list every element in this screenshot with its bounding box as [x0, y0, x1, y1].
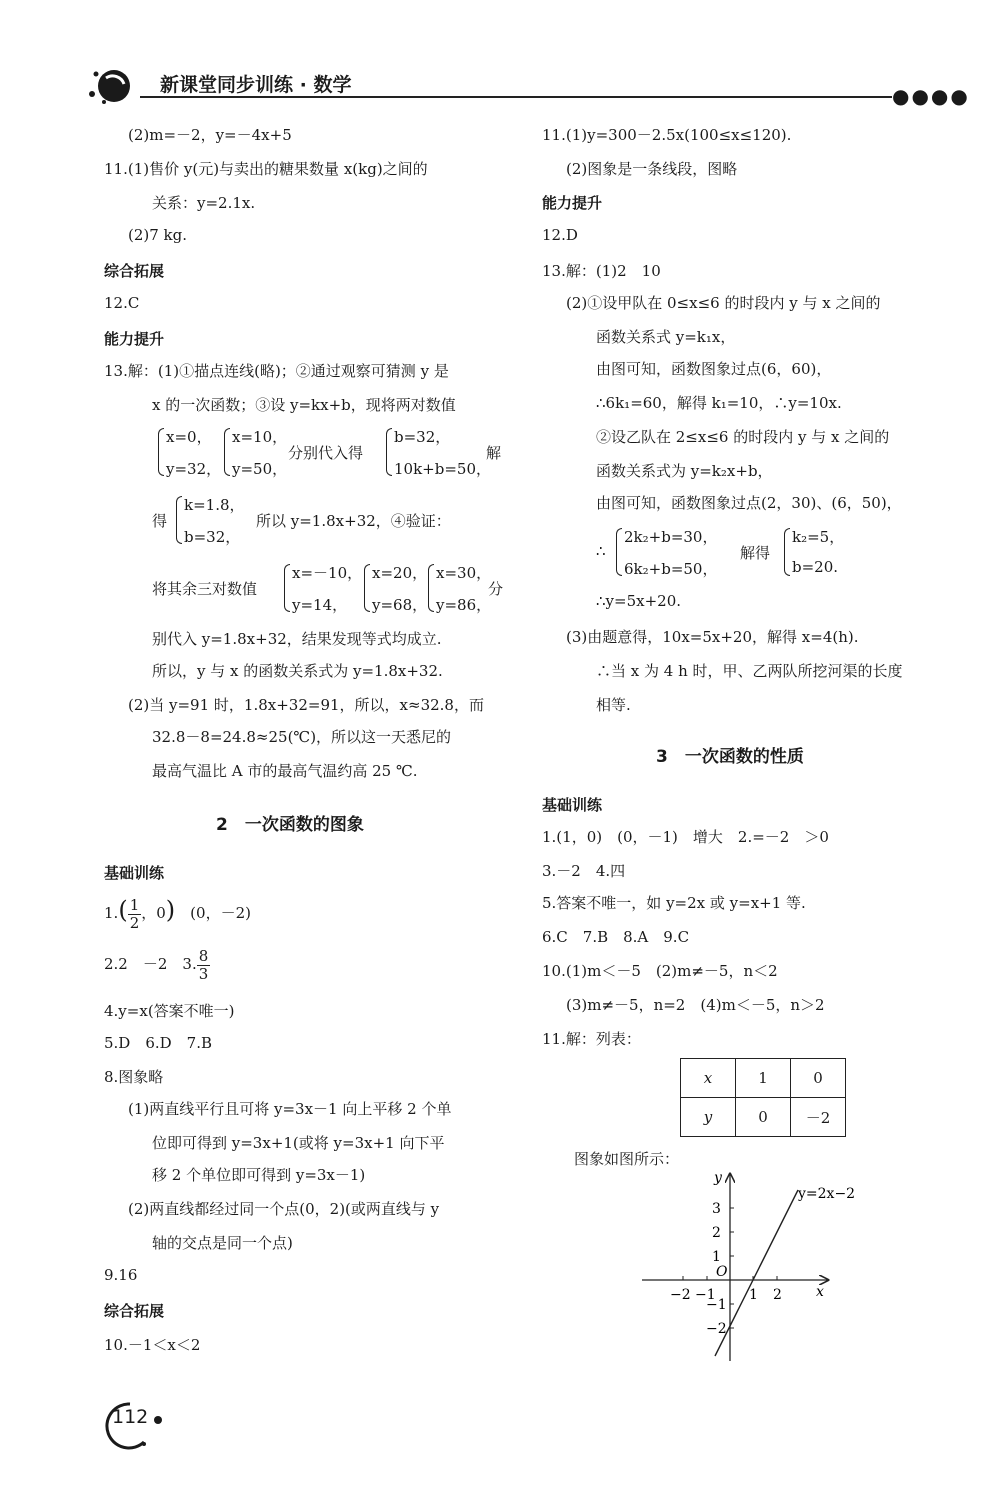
right-answer-1: 1.(1，0) (0，－1) 增大 2.=－2 ＞0	[542, 828, 829, 846]
table-cell: y	[681, 1098, 736, 1137]
section-title-3: 3 一次函数的性质	[656, 747, 804, 767]
system-eq: b=20.	[792, 558, 839, 576]
table-row	[681, 1098, 846, 1137]
brace	[784, 528, 790, 576]
y-tick-label: −2	[706, 1321, 727, 1337]
function-graph	[640, 1166, 860, 1366]
brace	[386, 428, 392, 476]
right-answer-5: 5.答案不唯一，如 y=2x 或 y=x+1 等.	[542, 894, 806, 912]
right-line-13: ∴y=5x+20.	[596, 592, 682, 610]
table-cell: 0	[791, 1059, 846, 1098]
right-line-5: (2)①设甲队在 0≤x≤6 的时段内 y 与 x 之间的	[566, 294, 881, 312]
answer-4: 4.y=x(答案不唯一)	[104, 1002, 235, 1020]
value-table	[680, 1058, 846, 1137]
system-eq: k=1.8，	[184, 496, 245, 514]
y-axis-label: y	[714, 1170, 722, 1186]
answer-9: 9.16	[104, 1266, 138, 1284]
answer-8e: 轴的交点是同一个点)	[152, 1234, 293, 1252]
section-heading-zonghe-2: 综合拓展	[104, 1302, 165, 1320]
system-eq: y=86，	[436, 596, 492, 614]
left-line-5a: 13.解：(1)①描点连线(略)；②通过观察可猜测 y 是	[104, 362, 449, 380]
right-line-16: 相等.	[596, 696, 631, 714]
y-tick-label: 1	[712, 1249, 721, 1265]
page-number: 112	[112, 1406, 149, 1428]
left-line-8: 别代入 y=1.8x+32，结果发现等式均成立.	[152, 630, 442, 648]
answer-8a: (1)两直线平行且可将 y=3x－1 向上平移 2 个单	[128, 1100, 452, 1118]
answer-2-3: 2.2 －2 3. $\frac{8}{3}$	[104, 947, 209, 983]
answer-8c: 移 2 个单位即可得到 y=3x－1)	[152, 1166, 366, 1184]
brace	[428, 564, 434, 612]
x-tick-label: 2	[773, 1287, 782, 1303]
left-line-4: 12.C	[104, 294, 140, 312]
left-line-12: 最高气温比 A 市的最高气温约高 25 ℃.	[152, 762, 418, 780]
left-line-11: 32.8－8=24.8≈25(℃)，所以这一天悉尼的	[152, 728, 452, 746]
section-heading-jichu-r: 基础训练	[542, 796, 603, 814]
right-line-12b: 解得	[740, 544, 771, 562]
answer-8d: (2)两直线都经过同一个点(0，2)(或两直线与 y	[128, 1200, 440, 1218]
left-line-5b: x 的一次函数；③设 y=kx+b，现将两对数值	[152, 396, 456, 414]
right-line-8: ∴6k₁=60，解得 k₁=10，∴y=10x.	[596, 394, 842, 412]
x-tick-label: −2	[670, 1287, 691, 1303]
right-line-7: 由图可知，函数图象过点(6，60)，	[596, 360, 832, 378]
right-line-9: ②设乙队在 2≤x≤6 的时段内 y 与 x 之间的	[596, 428, 890, 446]
right-answer-10b: (3)m≠－5，n=2 (4)m＜－5，n＞2	[566, 996, 825, 1014]
right-line-3: 12.D	[542, 226, 578, 244]
header-title: 新课堂同步训练 · 数学	[160, 74, 352, 96]
section-heading-nengli-r: 能力提升	[542, 194, 603, 212]
x-axis-label: x	[816, 1284, 824, 1300]
header-dots: ●●●●	[892, 84, 970, 108]
therefore-sign: ∴	[596, 542, 606, 560]
brace	[224, 428, 230, 476]
header-logo	[84, 64, 140, 110]
origin-label: O	[716, 1264, 728, 1280]
brace	[364, 564, 370, 612]
left-line-2b: 关系：y=2.1x.	[152, 194, 256, 212]
section-heading-nengli: 能力提升	[104, 330, 165, 348]
right-line-2: (2)图象是一条线段，图略	[566, 160, 738, 178]
answer-8b: 位即可得到 y=3x+1(或将 y=3x+1 向下平	[152, 1134, 445, 1152]
system-eq: y=14，	[292, 596, 348, 614]
right-line-6: 函数关系式 y=k₁x，	[596, 328, 736, 346]
left-line-7b: 分	[488, 580, 504, 598]
system-eq: x=20，	[372, 564, 428, 582]
brace	[176, 496, 182, 544]
system-eq: x=－10，	[292, 564, 363, 582]
right-answer-10a: 10.(1)m＜－5 (2)m≠－5，n＜2	[542, 962, 778, 980]
system-eq: 10k+b=50，	[394, 460, 492, 478]
x-tick-label: 1	[749, 1287, 758, 1303]
left-line-10: (2)当 y=91 时，1.8x+32=91，所以，x≈32.8，而	[128, 696, 484, 714]
brace	[284, 564, 290, 612]
brace	[616, 528, 622, 576]
table-row	[681, 1059, 846, 1098]
system-eq: x=30，	[436, 564, 492, 582]
section-heading-zonghe: 综合拓展	[104, 262, 165, 280]
left-line-1: (2)m=－2，y=－4x+5	[128, 126, 292, 144]
system-eq: k₂=5，	[792, 528, 845, 546]
left-line-5d: 解	[486, 444, 502, 462]
right-line-10: 函数关系式为 y=k₂x+b，	[596, 462, 773, 480]
system-eq: x=0，	[166, 428, 212, 446]
header-rule	[140, 96, 892, 98]
right-line-11: 由图可知，函数图象过点(2，30)、(6，50)，	[596, 494, 902, 512]
answer-1: 1.( $\frac{1}{2}$ ，0) (0，－2)	[104, 896, 251, 932]
left-line-6b: 所以 y=1.8x+32，④验证：	[256, 512, 451, 530]
answer-8: 8.图象略	[104, 1068, 164, 1086]
table-cell: 0	[736, 1098, 791, 1137]
system-eq: b=32，	[394, 428, 451, 446]
table-cell: x	[681, 1059, 736, 1098]
y-tick-label: 3	[712, 1201, 721, 1217]
right-answer-3: 3.－2 4.四	[542, 862, 626, 880]
left-line-6a: 得	[152, 512, 168, 530]
right-line-15: ∴当 x 为 4 h 时，甲、乙两队所挖河渠的长度	[596, 662, 903, 680]
right-line-4: 13.解：(1)2 10	[542, 262, 661, 280]
left-line-2a: 11.(1)售价 y(元)与卖出的糖果数量 x(kg)之间的	[104, 160, 428, 178]
system-eq: y=50，	[232, 460, 288, 478]
system-eq: y=32，	[166, 460, 222, 478]
section-heading-jichu: 基础训练	[104, 864, 165, 882]
y-tick-label: −1	[706, 1297, 727, 1313]
table-cell: 1	[736, 1059, 791, 1098]
brace	[158, 428, 164, 476]
answer-10: 10.－1＜x＜2	[104, 1336, 201, 1354]
right-answer-6: 6.C 7.B 8.A 9.C	[542, 928, 690, 946]
section-title-2: 2 一次函数的图象	[216, 815, 364, 835]
right-answer-11: 11.解：列表：	[542, 1030, 641, 1048]
system-eq: 6k₂+b=50，	[624, 560, 718, 578]
system-eq: 2k₂+b=30，	[624, 528, 718, 546]
left-line-7a: 将其余三对数值	[152, 580, 258, 598]
graph-caption: 图象如图所示：	[574, 1150, 680, 1168]
left-line-5c: 分别代入得	[288, 444, 364, 462]
answer-5-7: 5.D 6.D 7.B	[104, 1034, 213, 1052]
y-tick-label: 2	[712, 1225, 721, 1241]
system-eq: x=10，	[232, 428, 288, 446]
left-line-3: (2)7 kg.	[128, 226, 188, 244]
left-line-9: 所以，y 与 x 的函数关系式为 y=1.8x+32.	[152, 662, 443, 680]
system-eq: b=32，	[184, 528, 241, 546]
line-label: y=2x−2	[798, 1186, 856, 1202]
x-tick-label: −1	[695, 1287, 716, 1303]
right-line-1: 11.(1)y=300－2.5x(100≤x≤120).	[542, 126, 792, 144]
right-line-14: (3)由题意得，10x=5x+20，解得 x=4(h).	[566, 628, 859, 646]
system-eq: y=68，	[372, 596, 428, 614]
table-cell: －2	[791, 1098, 846, 1137]
